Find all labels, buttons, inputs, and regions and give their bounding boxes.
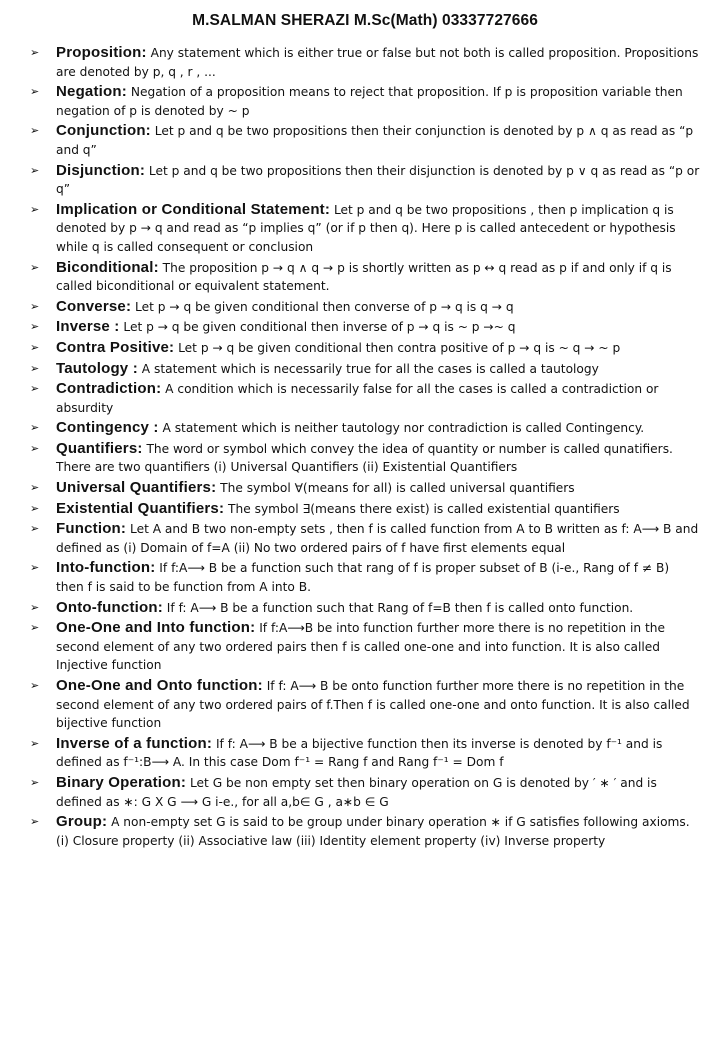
arrow-bullet-icon: ➢	[30, 341, 40, 354]
definition-term: Universal Quantifiers:	[56, 479, 217, 497]
definition-term: Group:	[56, 813, 108, 831]
list-item	[30, 520, 700, 557]
definition-text: Let A and B two non-empty sets , then f is called function from A to B written as f: A⟶ B and defined as (i) Domain of f=A (ii) No two ordered pairs of f have first elements equal	[56, 522, 699, 555]
arrow-bullet-icon: ➢	[30, 776, 40, 789]
definition-term: Proposition:	[56, 44, 147, 61]
list-item	[30, 360, 700, 379]
arrow-bullet-icon: ➢	[30, 562, 40, 575]
definition-text: Any statement which is either true or false but not both is called proposition. Propositions are denoted by p, q , r , ...	[56, 46, 699, 79]
arrow-bullet-icon: ➢	[30, 422, 40, 435]
definition-text: Let p → q be given conditional then inverse of p → q is ~ p →~ q	[119, 320, 516, 335]
definition-text: A statement which is necessarily true for all the cases is called a tautology	[137, 361, 599, 376]
arrow-bullet-icon: ➢	[30, 86, 40, 99]
definition-text: A non-empty set G is said to be group under binary operation ∗ if G satisfies following axioms. (i) Closure property (ii) Associative law (iii) Identity element property (iv) Inverse property	[56, 815, 690, 848]
arrow-bullet-icon: ➢	[30, 622, 40, 635]
definition-text: If f: A⟶ B be onto function further more there is no repetition in the second element of any two ordered pairs of f.Then f is called one-one and onto function. It is also called bijective function	[56, 679, 690, 731]
definition-term: Onto-function:	[56, 598, 163, 616]
arrow-bullet-icon: ➢	[30, 261, 40, 274]
list-item	[30, 83, 700, 120]
list-item	[30, 735, 700, 772]
definition-text: The symbol ∃(means there exist) is called existential quantifiers	[224, 501, 620, 516]
list-item	[30, 774, 700, 811]
arrow-bullet-icon: ➢	[30, 680, 40, 692]
definition-term: Converse:	[56, 297, 132, 315]
arrow-bullet-icon: ➢	[30, 816, 40, 829]
definition-term: Contra Positive:	[56, 338, 175, 356]
definition-text: The proposition p → q ∧ q → p is shortly written as p ↔ q read as p if and only if q is called biconditional or equivalent statement.	[56, 260, 672, 294]
list-item	[30, 201, 700, 257]
definition-text: The symbol ∀(means for all) is called universal quantifiers	[216, 481, 575, 496]
arrow-bullet-icon: ➢	[30, 362, 40, 375]
definition-text: Let p and q be two propositions then their disjunction is denoted by p ∨ q as read as “p or q”	[56, 163, 700, 197]
definition-text: The word or symbol which convey the idea of quantity or number is called qunatifiers. There are two quantifiers (i) Universal Quantifiers (ii) Existential Quantifiers	[56, 441, 673, 475]
list-item	[30, 677, 700, 733]
definition-text: Let G be non empty set then binary operation on G is denoted by ′ ∗ ′ and is defined as ∗: G X G ⟶ G i-e., for all a,b∈ G , a∗b ∈ G	[56, 775, 657, 809]
definition-term: Tautology :	[56, 359, 138, 377]
definition-term: One-One and Onto function:	[56, 677, 263, 694]
list-item	[30, 339, 700, 358]
definition-term: Conjunction:	[56, 122, 151, 140]
arrow-bullet-icon: ➢	[30, 125, 40, 138]
definition-term: Disjunction:	[56, 161, 146, 179]
definition-text: Negation of a proposition means to reject that proposition. If p is proposition variable then negation of p is denoted by ~ p	[56, 85, 683, 118]
list-item	[30, 259, 700, 296]
arrow-bullet-icon: ➢	[30, 300, 40, 313]
list-item	[30, 122, 700, 159]
definition-term: Inverse of a function:	[56, 734, 213, 752]
definition-text: Let p and q be two propositions , then p implication q is denoted by p → q and read as “p implies q” (or if p then q). Here p is called antecedent or hypothesis while q is called consequent or conclusion	[56, 202, 676, 254]
definition-term: One-One and Into function:	[56, 619, 256, 637]
list-item	[30, 813, 700, 850]
definition-term: Negation:	[56, 83, 127, 101]
arrow-bullet-icon: ➢	[30, 523, 40, 536]
definition-term: Contingency :	[56, 419, 159, 437]
arrow-bullet-icon: ➢	[30, 601, 40, 614]
list-item	[30, 162, 700, 199]
arrow-bullet-icon: ➢	[30, 321, 40, 334]
arrow-bullet-icon: ➢	[30, 47, 40, 59]
definition-text: Let p and q be two propositions then their conjunction is denoted by p ∧ q as read as “p and q”	[56, 124, 694, 157]
definition-text: If f:A⟶B be into function further more there is no repetition in the second element of any two ordered pairs then f is called one-one and into function. It is also called Injective function	[56, 621, 665, 673]
arrow-bullet-icon: ➢	[30, 482, 40, 495]
definition-term: Into-function:	[56, 559, 156, 577]
list-item	[30, 599, 700, 618]
list-item	[30, 318, 700, 337]
list-item	[30, 479, 700, 498]
definition-term: Contradiction:	[56, 380, 162, 398]
definition-text: Let p → q be given conditional then converse of p → q is q → q	[131, 299, 514, 314]
arrow-bullet-icon: ➢	[30, 164, 40, 177]
list-item	[30, 380, 700, 417]
definition-text: Let p → q be given conditional then contra positive of p → q is ~ q → ~ p	[174, 340, 621, 355]
definition-term: Existential Quantifiers:	[56, 499, 225, 517]
list-item	[30, 619, 700, 675]
definition-list	[30, 44, 700, 850]
definition-term: Quantifiers:	[56, 439, 143, 457]
definition-term: Function:	[56, 520, 127, 538]
list-item	[30, 44, 700, 81]
list-item	[30, 419, 700, 438]
definition-term: Inverse :	[56, 318, 120, 336]
arrow-bullet-icon: ➢	[30, 502, 40, 515]
page-title: M.SALMAN SHERAZI M.Sc(Math) 03337727666	[192, 12, 538, 29]
definition-text: If f:A⟶ B be a function such that rang of f is proper subset of B (i-e., Rang of f ≠ B) then f is said to be function from A into B.	[56, 561, 670, 595]
definition-term: Binary Operation:	[56, 773, 187, 791]
arrow-bullet-icon: ➢	[30, 383, 40, 396]
list-item	[30, 298, 700, 317]
definition-term: Implication or Conditional Statement:	[56, 200, 331, 218]
definition-text: If f: A⟶ B be a function such that Rang of f=B then f is called onto function.	[162, 600, 634, 615]
definition-text: If f: A⟶ B be a bijective function then its inverse is denoted by f⁻¹ and is defined as f⁻¹:B⟶ A. In this case Dom f⁻¹ = Rang f and Rang f⁻¹ = Dom f	[56, 736, 663, 770]
list-item	[30, 559, 700, 596]
arrow-bullet-icon: ➢	[30, 737, 40, 750]
list-item	[30, 440, 700, 477]
list-item	[30, 500, 700, 519]
arrow-bullet-icon: ➢	[30, 442, 40, 455]
definition-text: A condition which is necessarily false for all the cases is called a contradiction or absurdity	[56, 382, 659, 415]
arrow-bullet-icon: ➢	[30, 203, 40, 216]
definition-term: Biconditional:	[56, 258, 159, 276]
definition-text: A statement which is neither tautology nor contradiction is called Contingency.	[158, 421, 645, 436]
